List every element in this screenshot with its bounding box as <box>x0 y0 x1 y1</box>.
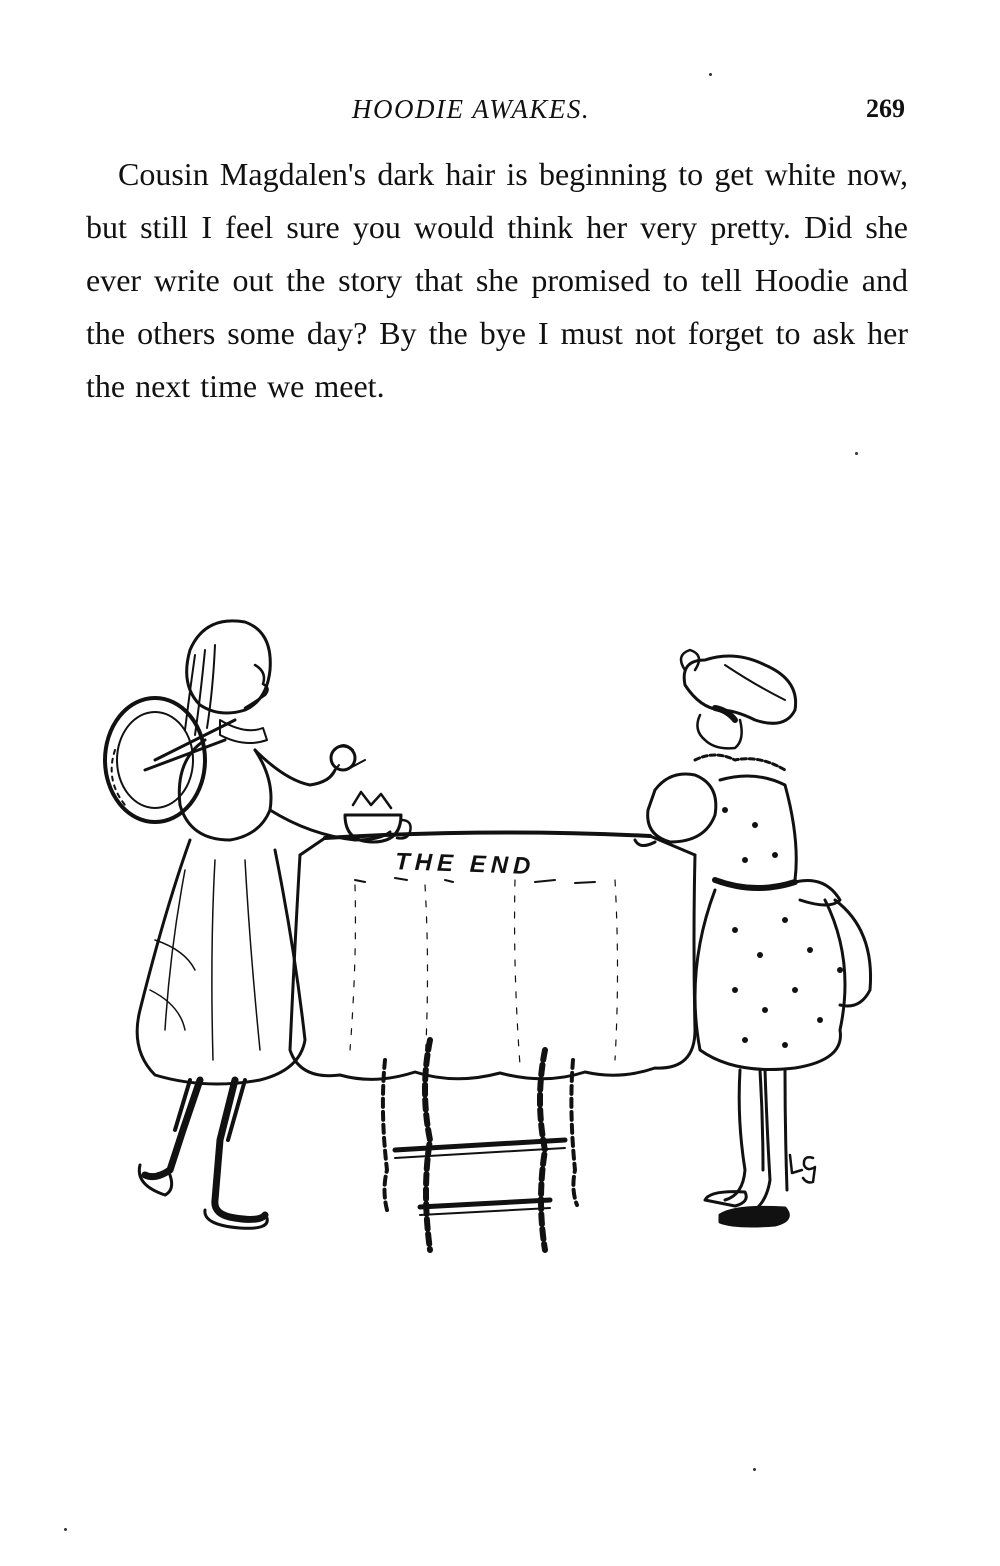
running-title: HOODIE AWAKES. <box>352 94 591 124</box>
page-number: 269 <box>866 94 905 123</box>
scan-speck <box>709 73 712 76</box>
end-illustration <box>95 610 885 1275</box>
left-girl-figure <box>105 621 390 1228</box>
scan-speck <box>64 1528 67 1531</box>
illustration-svg <box>95 610 885 1275</box>
scan-speck <box>855 452 858 455</box>
right-girl-figure <box>635 650 871 1226</box>
scan-speck <box>753 1468 756 1471</box>
body-paragraph: Cousin Magdalen's dark hair is beginning to get white now, but still I feel sure you would think her very pretty. Did she ever write out the story that she promised to tell Hoodie and the others some day? By the bye I must not forget to ask her the next time we meet. <box>86 156 908 404</box>
running-head <box>0 94 1000 134</box>
artist-monogram-mark <box>790 1155 815 1183</box>
table-drawing <box>290 832 695 1250</box>
tablecloth-text: THE END <box>394 848 536 881</box>
